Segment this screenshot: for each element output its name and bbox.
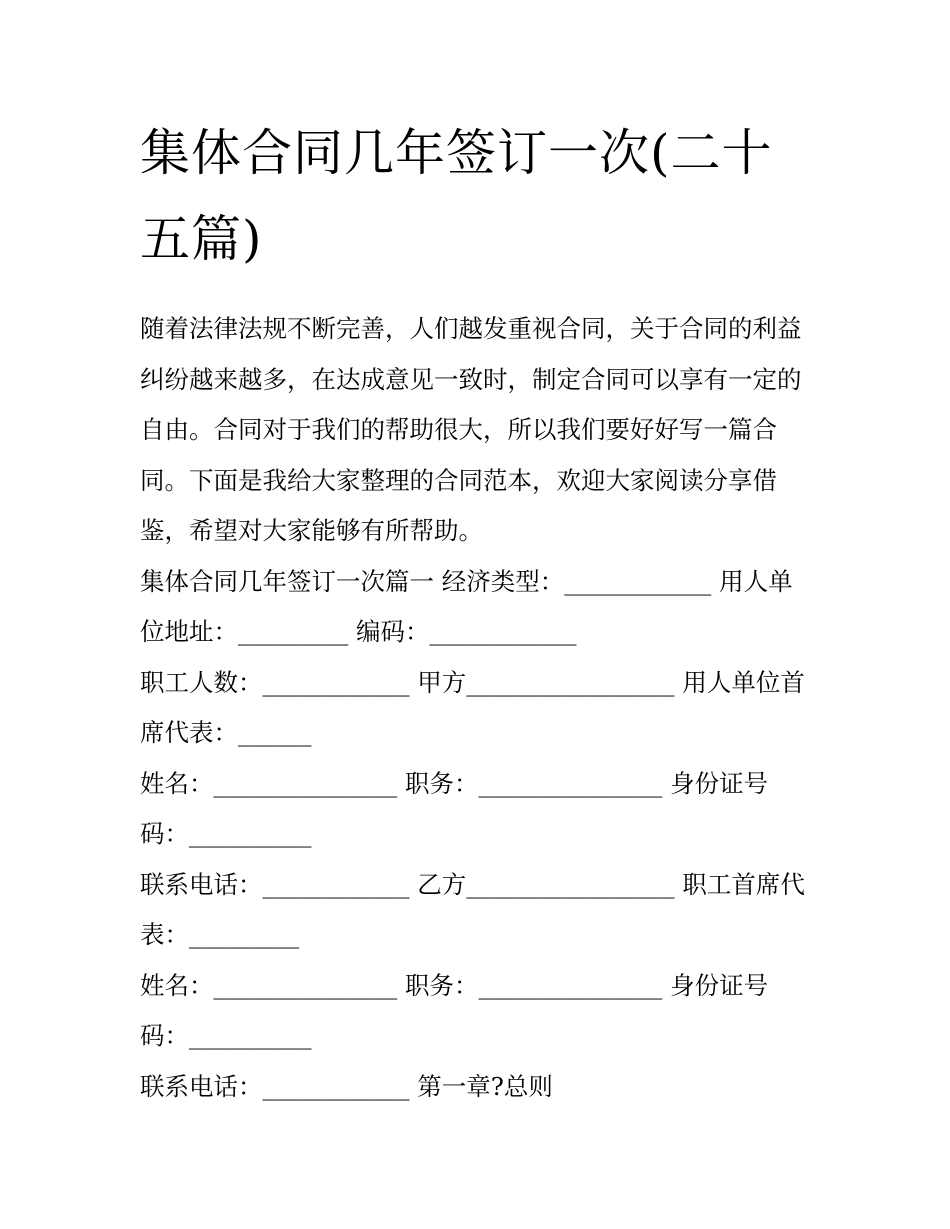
intro-paragraph: 随着法律法规不断完善，人们越发重视合同，关于合同的利益纠纷越来越多，在达成意见一致时，制定合同可以享有一定的自由。合同对于我们的帮助很大，所以我们要好好写一篇合同。下面是我给大家整理的合同范本，欢迎大家阅读分享借鉴，希望对大家能够有所帮助。 <box>140 314 802 545</box>
contract-line-4: 联系电话：____________ 乙方_________________ 职工首席代表：_________ <box>140 869 805 949</box>
contract-line-6: 联系电话：____________ 第一章?总则 <box>140 1071 553 1101</box>
contract-line-1: 集体合同几年签订一次篇一 经济类型：____________ 用人单位地址：_________ 编码：____________ <box>140 566 793 646</box>
contract-line-3: 姓名：_______________ 职务：_______________ 身份证号码：__________ <box>140 768 769 848</box>
document-title: 集体合同几年签订一次(二十五篇) <box>140 124 773 268</box>
contract-line-2: 职工人数：____________ 甲方_________________ 用人单位首席代表：______ <box>140 667 805 747</box>
contract-line-5: 姓名：_______________ 职务：_______________ 身份证号码：__________ <box>140 970 769 1050</box>
